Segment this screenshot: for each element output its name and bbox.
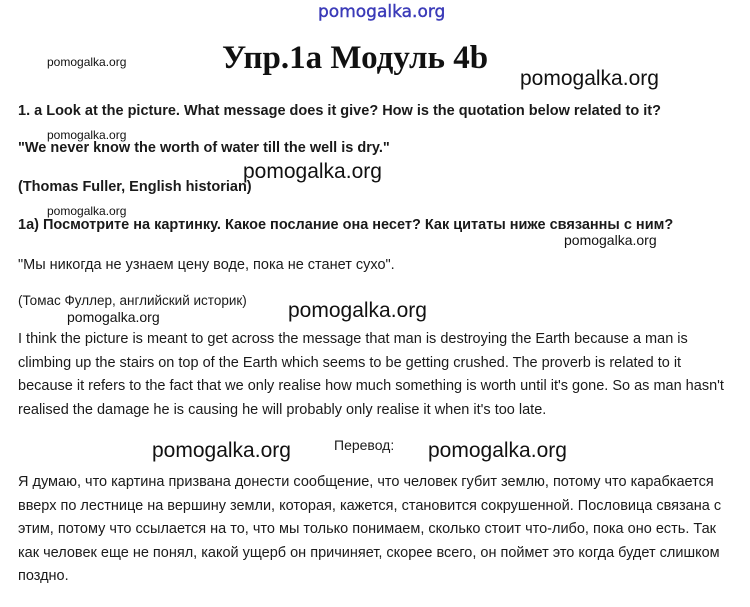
quote-en: "We never know the worth of water till the well is dry.": [18, 140, 390, 156]
translation-label: Перевод:: [334, 437, 395, 453]
watermark: pomogalka.org: [47, 128, 127, 142]
task-question-ru: 1а) Посмотрите на картинку. Какое послание она несет? Как цитаты ниже связанны с ним?: [18, 217, 674, 233]
watermark: pomogalka.org: [47, 55, 127, 69]
task-question-en: 1. a Look at the picture. What message does it give? How is the quotation below related to it?: [18, 103, 661, 119]
watermark: pomogalka.org: [564, 232, 657, 248]
page-title: Упр.1а Модуль 4b: [222, 40, 489, 76]
quote-ru: "Мы никогда не узнаем цену воде, пока не станет сухо".: [18, 257, 395, 273]
watermark: pomogalka.org: [520, 67, 659, 90]
watermark: pomogalka.org: [152, 439, 291, 462]
watermark: pomogalka.org: [428, 439, 567, 462]
quote-author-ru: (Томас Фуллер, английский историк): [18, 293, 247, 308]
answer-en: I think the picture is meant to get across the message that man is destroying the Earth because a man is climbing up the stairs on top of the Earth which seems to be getting crushed. The proverb is related to it because it refers to the fact that we only realise how much something is worth until it's gone. So as man hasn't realised the damage he is causing he will probably only realise it when it's too late.: [18, 331, 724, 418]
watermark: pomogalka.org: [288, 299, 427, 322]
watermark: pomogalka.org: [243, 160, 382, 183]
watermark-top: pomogalka.org: [318, 2, 446, 22]
answer-ru: Я думаю, что картина призвана донести сообщение, что человек губит землю, потому что карабкается вверх по лестнице на вершину земли, которая, кажется, становится сокрушенной. Пословица связана с этим, потому что ссылается на то, что мы только понимаем, сколько стоит что-либо, пока оно есть. Так как человек еще не понял, какой ущерб он причиняет, скорее всего, он поймет это когда будет слишком поздно.: [18, 474, 722, 584]
watermark: pomogalka.org: [67, 309, 160, 325]
quote-author-en: (Thomas Fuller, English historian): [18, 179, 252, 195]
watermark: pomogalka.org: [47, 204, 127, 218]
